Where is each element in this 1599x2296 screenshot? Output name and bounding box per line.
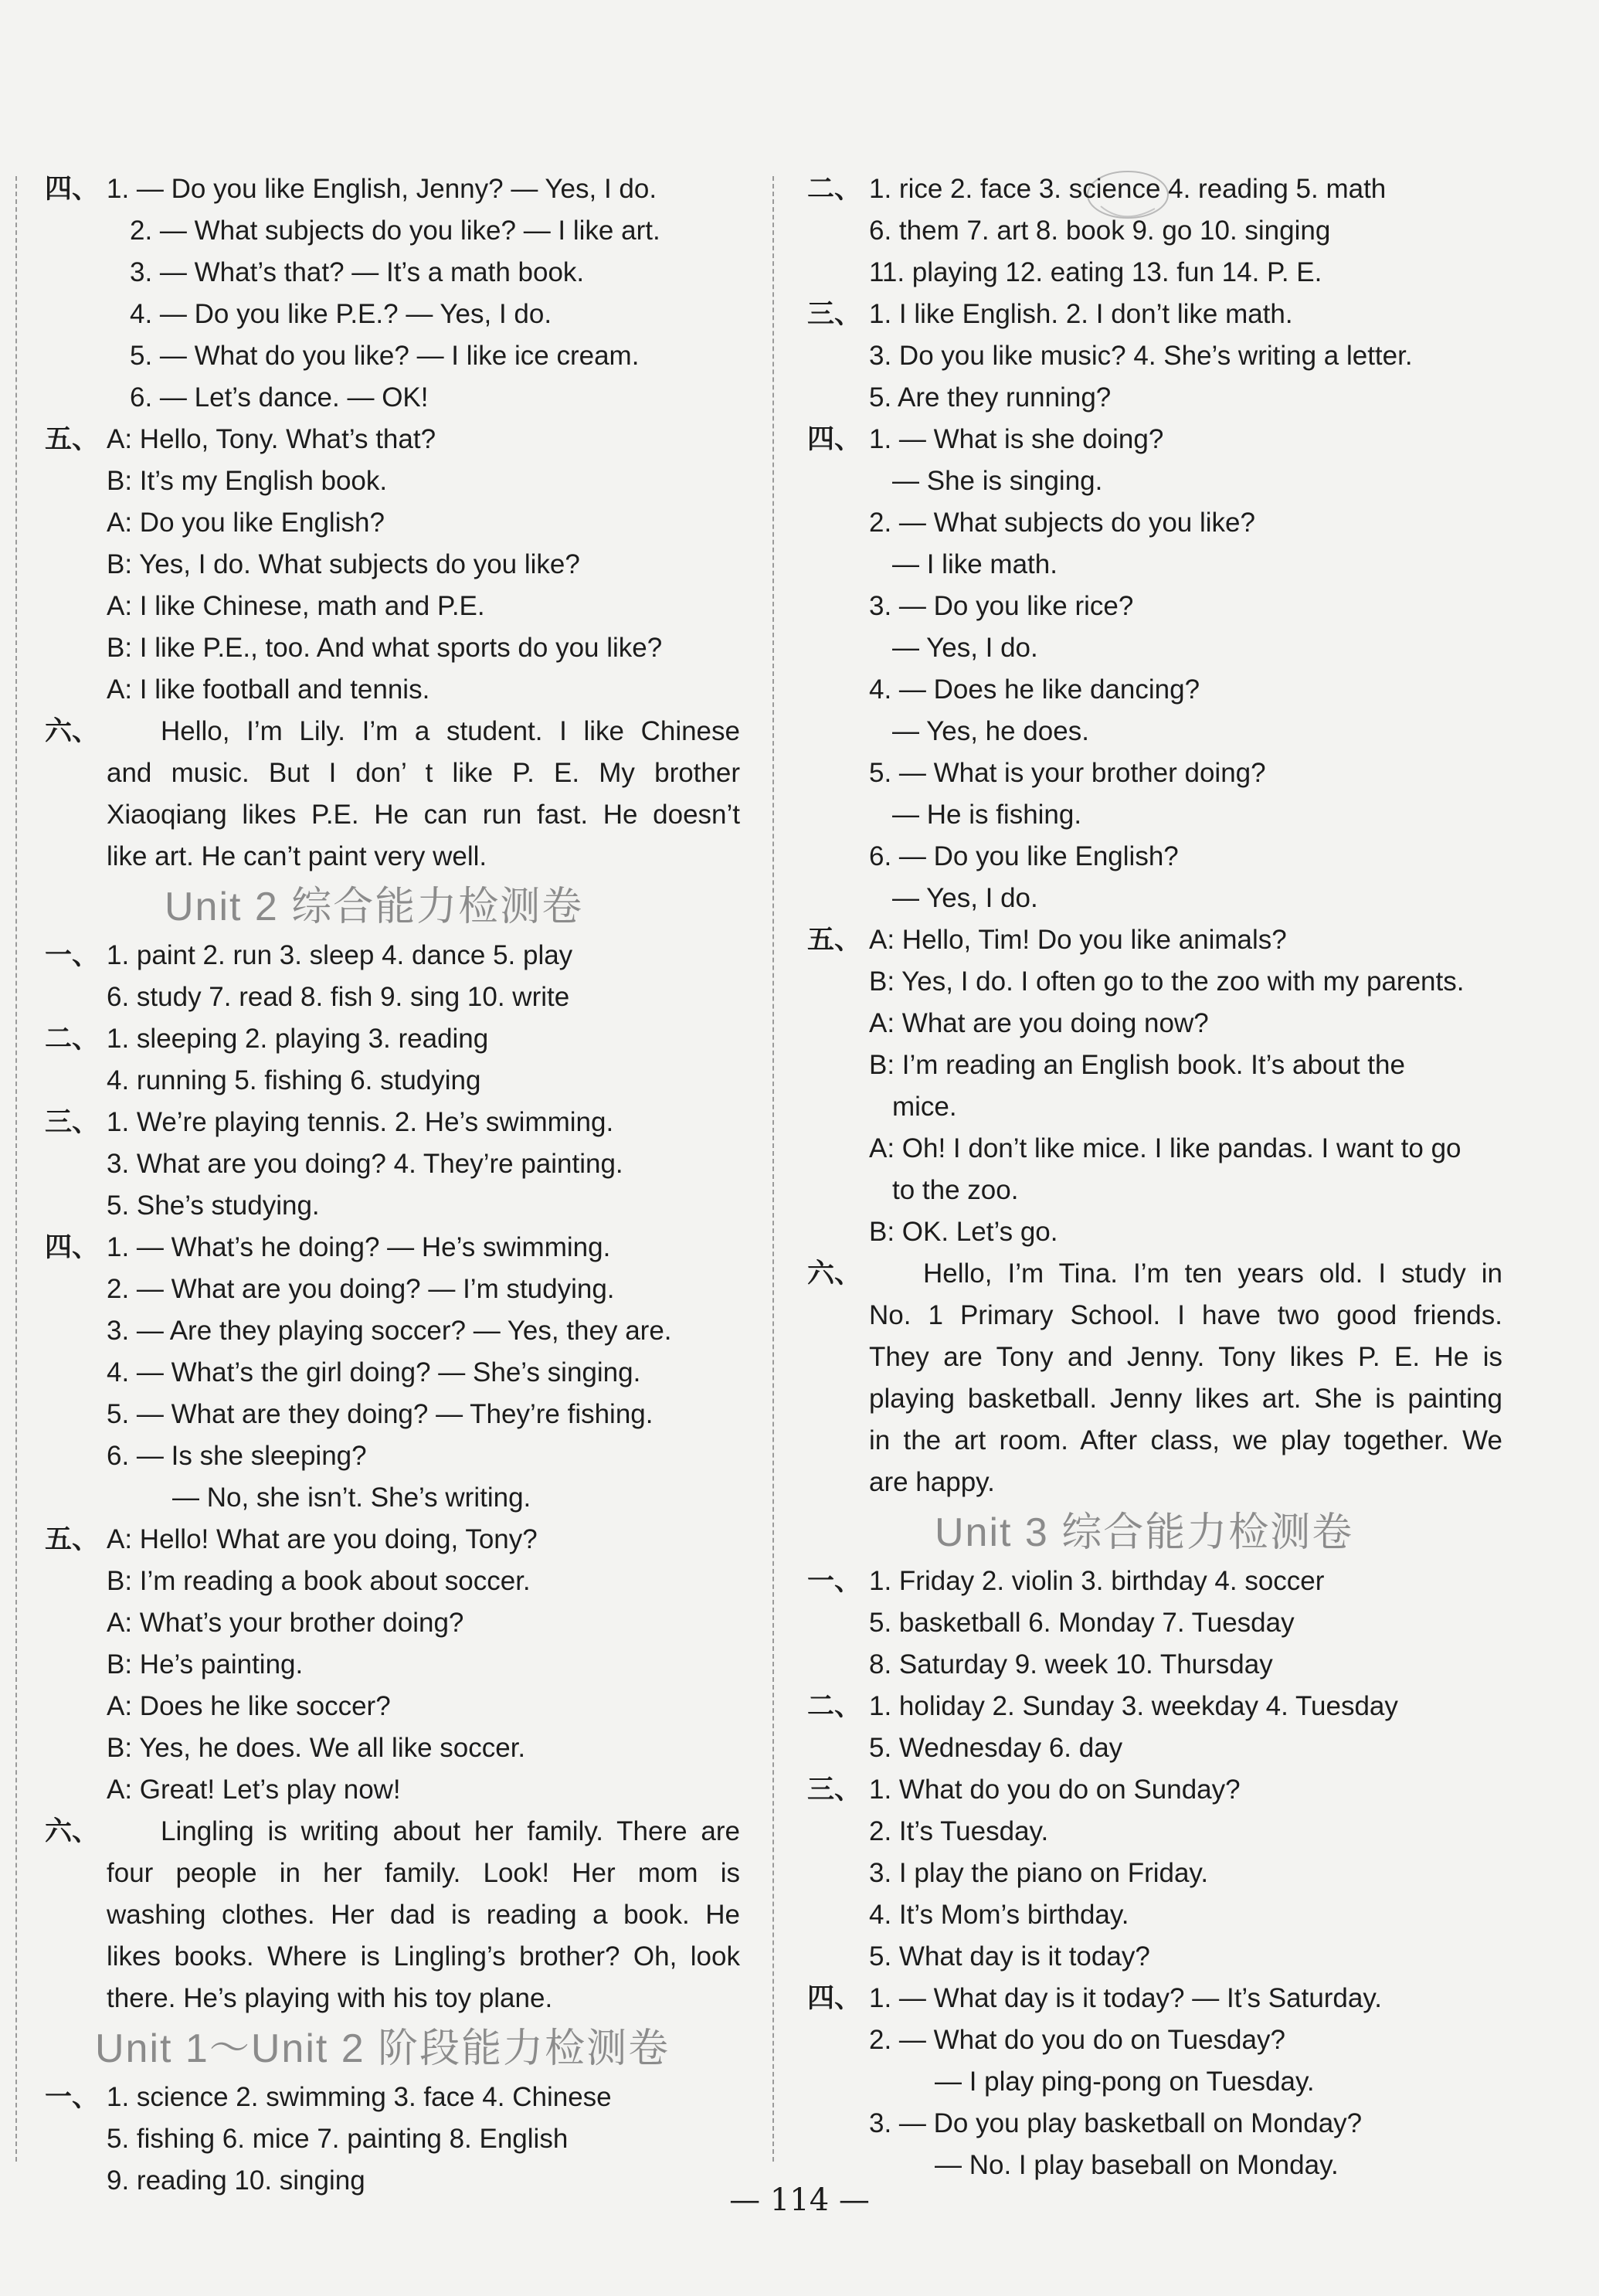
answer-line: 1. — What’s he doing? — He’s swimming. [107, 1232, 611, 1262]
u2-section-3 [45, 1102, 740, 1227]
dialogue-line: B: He’s painting. [107, 1649, 304, 1680]
left-column [45, 168, 740, 2202]
u2-section-5 [45, 1519, 740, 1811]
answer-line: 1. — What is she doing? [869, 424, 1164, 454]
section-4 [45, 168, 740, 419]
answer-line: 1. science 2. swimming 3. face 4. Chinese [107, 2082, 612, 2112]
answer-line: — No. I play baseball on Monday. [935, 2150, 1339, 2180]
left-margin-rule [15, 176, 17, 2162]
unit-1-2-stage-heading: Unit 1～Unit 2 阶段能力检测卷 [95, 2026, 670, 2072]
dialogue-line: A: Hello! What are you doing, Tony? [107, 1524, 538, 1554]
section-number: 三、 [807, 1775, 862, 1805]
passage-line: No. 1 Primary School. I have two good friends. [869, 1300, 1502, 1330]
u2-section-6 [45, 1811, 740, 2019]
passage-line: and music. But I don’ t like P. E. My brother [107, 758, 740, 788]
answer-line: — Yes, I do. [892, 883, 1038, 913]
answer-line: — Yes, I do. [892, 633, 1038, 663]
section-number: 四、 [45, 174, 100, 205]
answer-line: 3. I play the piano on Friday. [869, 1858, 1209, 1888]
answer-line: — No, she isn’t. She’s writing. [172, 1483, 531, 1513]
answer-line: 2. — What are you doing? — I’m studying. [107, 1274, 615, 1304]
passage-line: Lingling is writing about her family. There are [161, 1816, 740, 1846]
u2-section-1 [45, 935, 740, 1018]
passage-line: are happy. [869, 1467, 995, 1497]
dialogue-line: B: Yes, I do. I often go to the zoo with my parents. [869, 966, 1465, 997]
stage-section-5 [807, 919, 1502, 1253]
section-number: 二、 [807, 174, 862, 205]
dialogue-line: A: Do you like English? [107, 508, 385, 538]
passage-line: playing basketball. Jenny likes art. She is painting [869, 1384, 1502, 1414]
answer-line: — I like math. [892, 549, 1058, 579]
answer-line: 1. sleeping 2. playing 3. reading [107, 1024, 489, 1054]
dialogue-line: A: I like football and tennis. [107, 674, 430, 705]
section-number: 六、 [45, 716, 100, 747]
section-number: 六、 [45, 1816, 100, 1847]
answer-line: 1. holiday 2. Sunday 3. weekday 4. Tuesday [869, 1691, 1398, 1721]
answer-line: 4. running 5. fishing 6. studying [107, 1065, 481, 1095]
answer-line: 6. study 7. read 8. fish 9. sing 10. write [107, 982, 570, 1012]
section-number: 二、 [45, 1024, 100, 1055]
answer-line: 4. — Does he like dancing? [869, 674, 1200, 705]
u3-section-1 [807, 1561, 1502, 1686]
answer-line: 4. — Do you like P.E.? — Yes, I do. [130, 299, 552, 329]
section-number: 一、 [45, 2082, 100, 2113]
section-number: 四、 [45, 1232, 100, 1263]
dialogue-line: A: What’s your brother doing? [107, 1608, 464, 1638]
answer-line: 2. — What subjects do you like? [869, 508, 1255, 538]
u2-section-4 [45, 1227, 740, 1519]
passage-line: in the art room. After class, we play together. We [869, 1425, 1502, 1455]
passage-line: washing clothes. Her dad is reading a book. He [107, 1900, 740, 1930]
answer-line: 1. Friday 2. violin 3. birthday 4. soccer [869, 1566, 1325, 1596]
answer-line: 8. Saturday 9. week 10. Thursday [869, 1649, 1273, 1680]
stage-section-3 [807, 294, 1502, 419]
section-5 [45, 419, 740, 711]
passage-line: Hello, I’m Lily. I’m a student. I like Chinese [161, 716, 740, 746]
answer-line: 1. I like English. 2. I don’t like math. [869, 299, 1293, 329]
answer-line: — I play ping-pong on Tuesday. [935, 2067, 1315, 2097]
answer-line: 2. It’s Tuesday. [869, 1816, 1049, 1846]
dialogue-line: A: Hello, Tim! Do you like animals? [869, 925, 1287, 955]
dialogue-line: B: It’s my English book. [107, 466, 388, 496]
page-number: — 114 — [729, 2182, 870, 2218]
answer-line: — Yes, he does. [892, 716, 1089, 746]
passage-line: Hello, I’m Tina. I’m ten years old. I study in [923, 1258, 1502, 1289]
answer-line: 1. — What day is it today? — It’s Saturday. [869, 1983, 1382, 2013]
u3-section-2 [807, 1686, 1502, 1769]
dialogue-line: mice. [892, 1092, 957, 1122]
answer-line: — She is singing. [892, 466, 1103, 496]
answer-line: 9. reading 10. singing [107, 2165, 365, 2196]
dialogue-line: to the zoo. [892, 1175, 1019, 1205]
u3-section-3 [807, 1769, 1502, 1978]
section-number: 五、 [45, 424, 100, 455]
answer-line: 5. — What is your brother doing? [869, 758, 1266, 788]
dialogue-line: B: Yes, I do. What subjects do you like? [107, 549, 580, 579]
answer-line: 4. It’s Mom’s birthday. [869, 1900, 1129, 1930]
dialogue-line: B: I’m reading a book about soccer. [107, 1566, 531, 1596]
answer-line: 6. them 7. art 8. book 9. go 10. singing [869, 216, 1331, 246]
section-number: 五、 [45, 1524, 100, 1555]
stage-section-4 [807, 419, 1502, 919]
section-number: 六、 [807, 1258, 862, 1289]
dialogue-line: A: Great! Let’s play now! [107, 1775, 401, 1805]
answer-line: 5. basketball 6. Monday 7. Tuesday [869, 1608, 1295, 1638]
answer-line: 11. playing 12. eating 13. fun 14. P. E. [869, 257, 1322, 287]
answer-line: — He is fishing. [892, 800, 1082, 830]
answer-line: 3. What are you doing? 4. They’re painting. [107, 1149, 623, 1179]
answer-line: 3. — Do you play basketball on Monday? [869, 2108, 1363, 2138]
section-number: 五、 [807, 925, 862, 956]
section-number: 三、 [807, 299, 862, 330]
answer-line: 3. Do you like music? 4. She’s writing a letter. [869, 341, 1413, 371]
answer-line: 1. What do you do on Sunday? [869, 1775, 1241, 1805]
answer-line: 6. — Do you like English? [869, 841, 1179, 871]
answer-line: 1. — Do you like English, Jenny? — Yes, I do. [107, 174, 657, 204]
answer-line: 5. She’s studying. [107, 1190, 320, 1221]
stage-section-2 [807, 168, 1502, 294]
answer-line: 2. — What subjects do you like? — I like art. [130, 216, 660, 246]
answer-line: 5. What day is it today? [869, 1941, 1150, 1972]
section-6 [45, 711, 740, 878]
answer-line: 5. fishing 6. mice 7. painting 8. English [107, 2124, 569, 2154]
dialogue-line: B: I like P.E., too. And what sports do you like? [107, 633, 663, 663]
dialogue-line: A: Oh! I don’t like mice. I like pandas. I want to go [869, 1133, 1462, 1163]
unit-3-heading: Unit 3 综合能力检测卷 [935, 1510, 1354, 1556]
answer-line: 6. — Let’s dance. — OK! [130, 382, 429, 413]
section-number: 一、 [807, 1566, 862, 1597]
answer-line: 5. — What are they doing? — They’re fishing. [107, 1399, 654, 1429]
dialogue-line: A: Hello, Tony. What’s that? [107, 424, 436, 454]
section-number: 三、 [45, 1107, 100, 1138]
answer-line: 1. We’re playing tennis. 2. He’s swimming. [107, 1107, 614, 1137]
dialogue-line: B: I’m reading an English book. It’s about the [869, 1050, 1405, 1080]
passage-line: like art. He can’t paint very well. [107, 841, 487, 871]
dialogue-line: A: Does he like soccer? [107, 1691, 391, 1721]
answer-line: 6. — Is she sleeping? [107, 1441, 367, 1471]
section-number: 一、 [45, 940, 100, 971]
section-number: 二、 [807, 1691, 862, 1722]
passage-line: They are Tony and Jenny. Tony likes P. E. He is [869, 1342, 1502, 1372]
u2-section-2 [45, 1018, 740, 1102]
answer-line: 4. — What’s the girl doing? — She’s singing. [107, 1357, 641, 1387]
stage-section-6 [807, 1253, 1502, 1503]
passage-line: there. He’s playing with his toy plane. [107, 1983, 553, 2013]
passage-line: four people in her family. Look! Her mom is [107, 1858, 740, 1888]
dialogue-line: B: OK. Let’s go. [869, 1217, 1058, 1247]
answer-line: 3. — Are they playing soccer? — Yes, they are. [107, 1316, 672, 1346]
answer-line: 3. — What’s that? — It’s a math book. [130, 257, 585, 287]
column-divider [772, 176, 774, 2162]
u3-section-4 [807, 1978, 1502, 2186]
answer-line: 5. Are they running? [869, 382, 1112, 413]
dialogue-line: A: What are you doing now? [869, 1008, 1209, 1038]
unit-2-heading: Unit 2 综合能力检测卷 [165, 884, 584, 930]
dialogue-line: A: I like Chinese, math and P.E. [107, 591, 485, 621]
answer-line: 5. Wednesday 6. day [869, 1733, 1123, 1763]
answer-line: 3. — Do you like rice? [869, 591, 1134, 621]
dialogue-line: B: Yes, he does. We all like soccer. [107, 1733, 526, 1763]
right-column [807, 168, 1502, 2186]
passage-line: Xiaoqiang likes P.E. He can run fast. He doesn’t [107, 800, 740, 830]
answer-line: 2. — What do you do on Tuesday? [869, 2025, 1285, 2055]
answer-line: 1. paint 2. run 3. sleep 4. dance 5. play [107, 940, 573, 970]
section-number: 四、 [807, 424, 862, 455]
answer-line: 5. — What do you like? — I like ice cream. [130, 341, 640, 371]
answer-line: 1. rice 2. face 3. science 4. reading 5. math [869, 174, 1387, 204]
section-number: 四、 [807, 1983, 862, 2014]
passage-line: likes books. Where is Lingling’s brother? Oh, look [107, 1941, 740, 1972]
